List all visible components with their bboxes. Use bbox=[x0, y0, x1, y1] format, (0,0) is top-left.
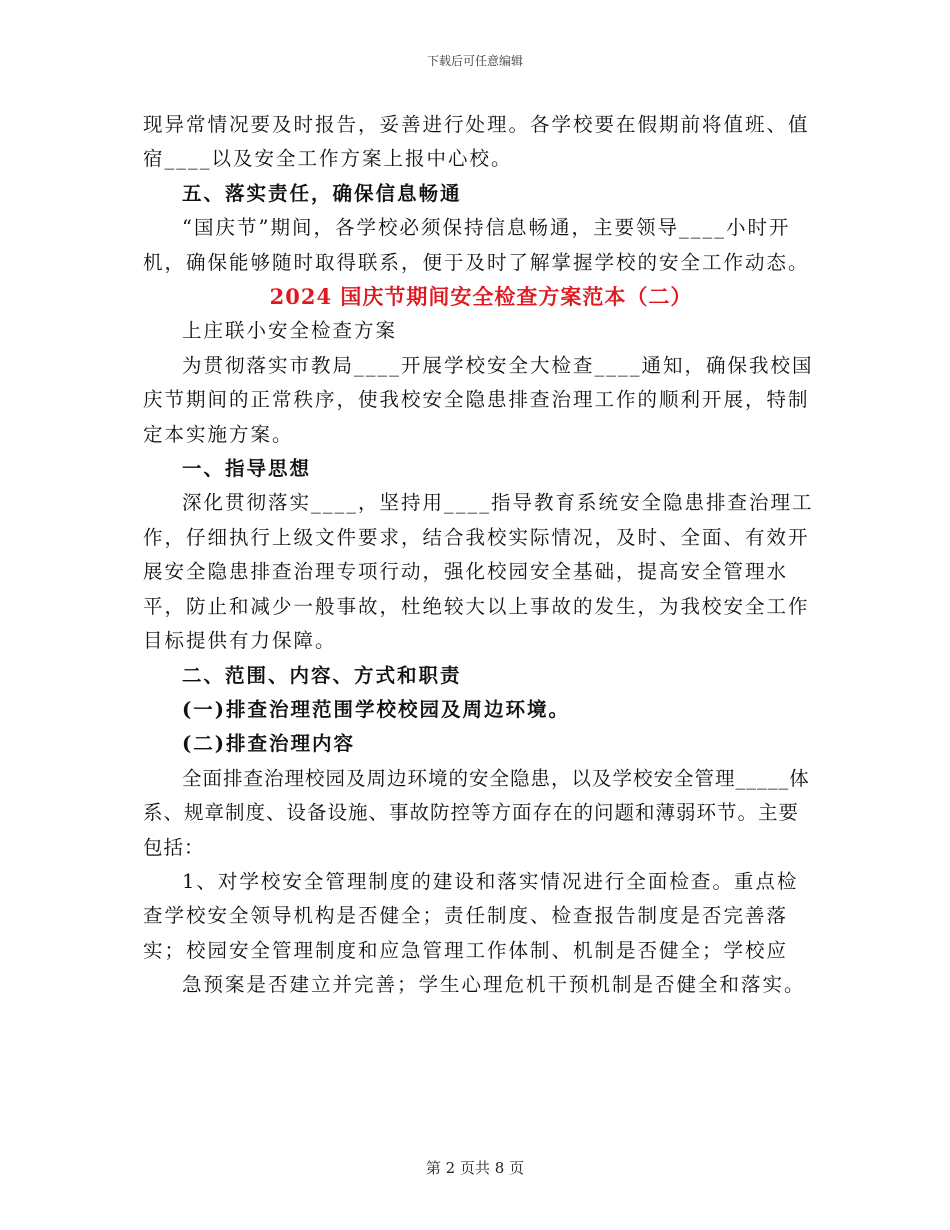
paragraph-item-1: 1、对学校安全管理制度的建设和落实情况进行全面检查。重点检查学校安全领导机构是否健全；责任制度、检查报告制度是否完善落实；校园安全管理制度和应急管理工作体制、机制是否健全；学校应 bbox=[143, 869, 799, 962]
page-header: 下载后可任意编辑 bbox=[426, 54, 523, 68]
paragraph-content: 全面排查治理校园及周边环境的安全隐患，以及学校安全管理_____体系、规章制度、设备设施、事故防控等方面存在的问题和薄弱环节。主要包括： bbox=[143, 766, 810, 859]
document-title: 2024 国庆节期间安全检查方案范本（二） bbox=[269, 284, 693, 310]
page-footer: 第 2 页共 8 页 bbox=[425, 1159, 525, 1177]
section-heading-2: 二、范围、内容、方式和职责 bbox=[182, 663, 462, 687]
subheading-scope: (一)排查治理范围学校校园及周边环境。 bbox=[182, 697, 570, 721]
section-heading-1: 一、指导思想 bbox=[182, 457, 312, 481]
paragraph-guiding-thought: 深化贯彻落实____，坚持用____指导教育系统安全隐患排查治理工作，仔细执行上级文件要求，结合我校实际情况，及时、全面、有效开展安全隐患排查治理专项行动，强化校园安全基础，提高安全管理水平，防止和减少一般事故，杜绝较大以上事故的发生，为我校安全工作目标提供有力保障。 bbox=[143, 491, 814, 653]
paragraph-continuation: 现异常情况要及时报告，妥善进行处理。各学校要在假期前将值班、值宿____以及安全工作方案上报中心校。 bbox=[143, 113, 810, 171]
document-body bbox=[143, 108, 819, 1003]
document-subtitle: 上庄联小安全检查方案 bbox=[182, 319, 398, 343]
paragraph-intro: 为贯彻落实市教局____开展学校安全大检查____通知，确保我校国庆节期间的正常秩序，使我校安全隐患排查治理工作的顺利开展，特制定本实施方案。 bbox=[143, 353, 814, 446]
paragraph-national-day: “国庆节”期间，各学校必须保持信息畅通，主要领导____小时开机，确保能够随时取得联系，便于及时了解掌握学校的安全工作动态。 bbox=[143, 216, 810, 274]
subheading-content: (二)排查治理内容 bbox=[182, 732, 355, 756]
paragraph-item-1-cont: 急预案是否建立并完善；学生心理危机干预机制是否健全和落实。 bbox=[182, 973, 806, 997]
section-heading-5: 五、落实责任，确保信息畅通 bbox=[182, 181, 462, 205]
